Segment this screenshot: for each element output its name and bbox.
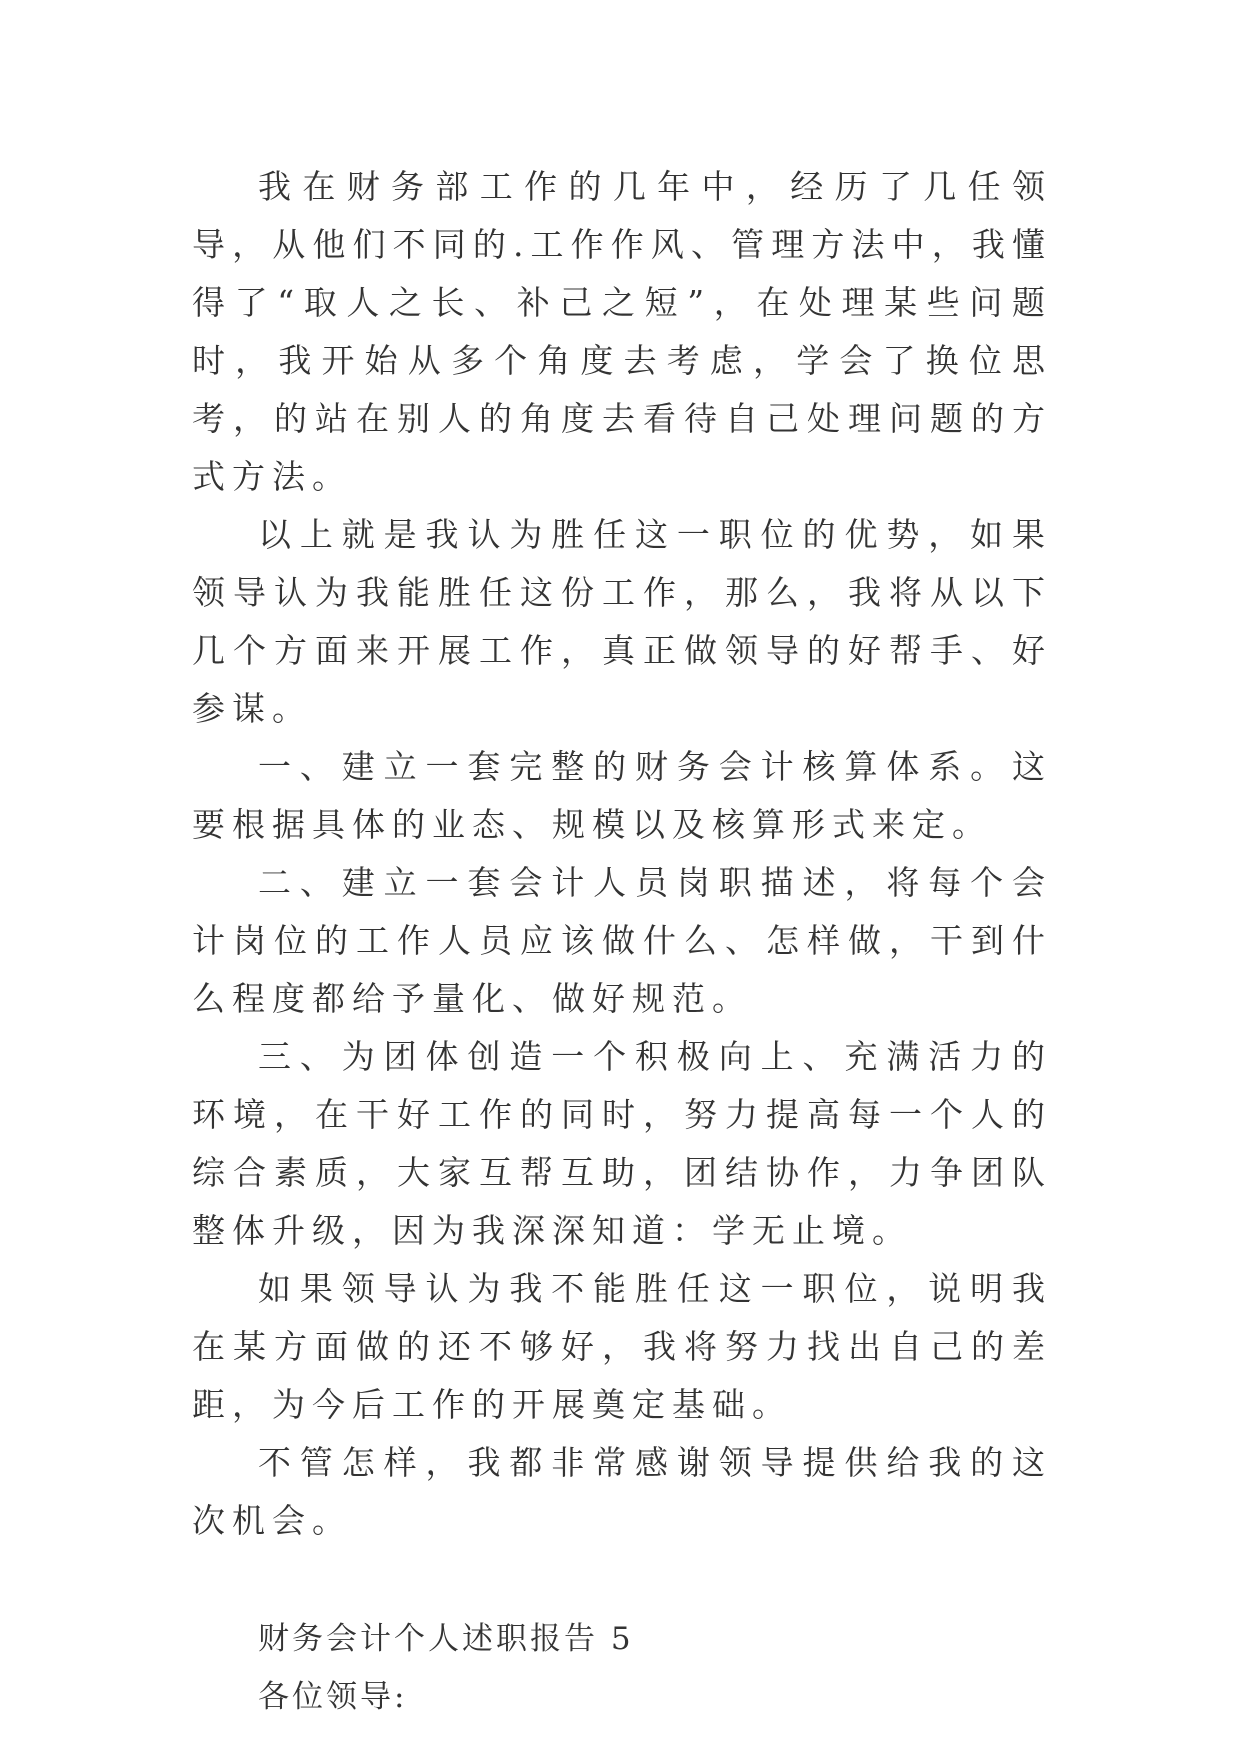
paragraph-6: 如果领导认为我不能胜任这一职位，说明我在某方面做的还不够好，我将努力找出自己的差距，为今后工作的开展奠定基础。 <box>192 1269 1052 1424</box>
paragraph-1: 我在财务部工作的几年中，经历了几任领导，从他们不同的.工作作风、管理方法中，我懂得了“取人之长、补己之短”，在处理某些问题时，我开始从多个角度去考虑，学会了换位思考，的站在别人的角度去看待自己处理问题的方式方法。 <box>192 167 1052 496</box>
paragraph-2: 以上就是我认为胜任这一职位的优势，如果领导认为我能胜任这份工作，那么，我将从以下几个方面来开展工作，真正做领导的好帮手、好参谋。 <box>192 515 1052 728</box>
section-title: 财务会计个人述职报告 5 <box>258 1621 634 1657</box>
paragraph-5: 三、为团体创造一个积极向上、充满活力的环境，在干好工作的同时，努力提高每一个人的综合素质，大家互帮互助，团结协作，力争团队整体升级，因为我深深知道：学无止境。 <box>192 1037 1052 1250</box>
paragraph-7: 不管怎样，我都非常感谢领导提供给我的这次机会。 <box>192 1443 1052 1540</box>
document-body <box>192 158 1052 1726</box>
section-gap <box>192 1550 1052 1610</box>
paragraph-3: 一、建立一套完整的财务会计核算体系。这要根据具体的业态、规模以及核算形式来定。 <box>192 747 1052 844</box>
paragraph-4: 二、建立一套会计人员岗职描述，将每个会计岗位的工作人员应该做什么、怎样做，干到什么程度都给予量化、做好规范。 <box>192 863 1052 1018</box>
salutation: 各位领导: <box>258 1679 408 1715</box>
